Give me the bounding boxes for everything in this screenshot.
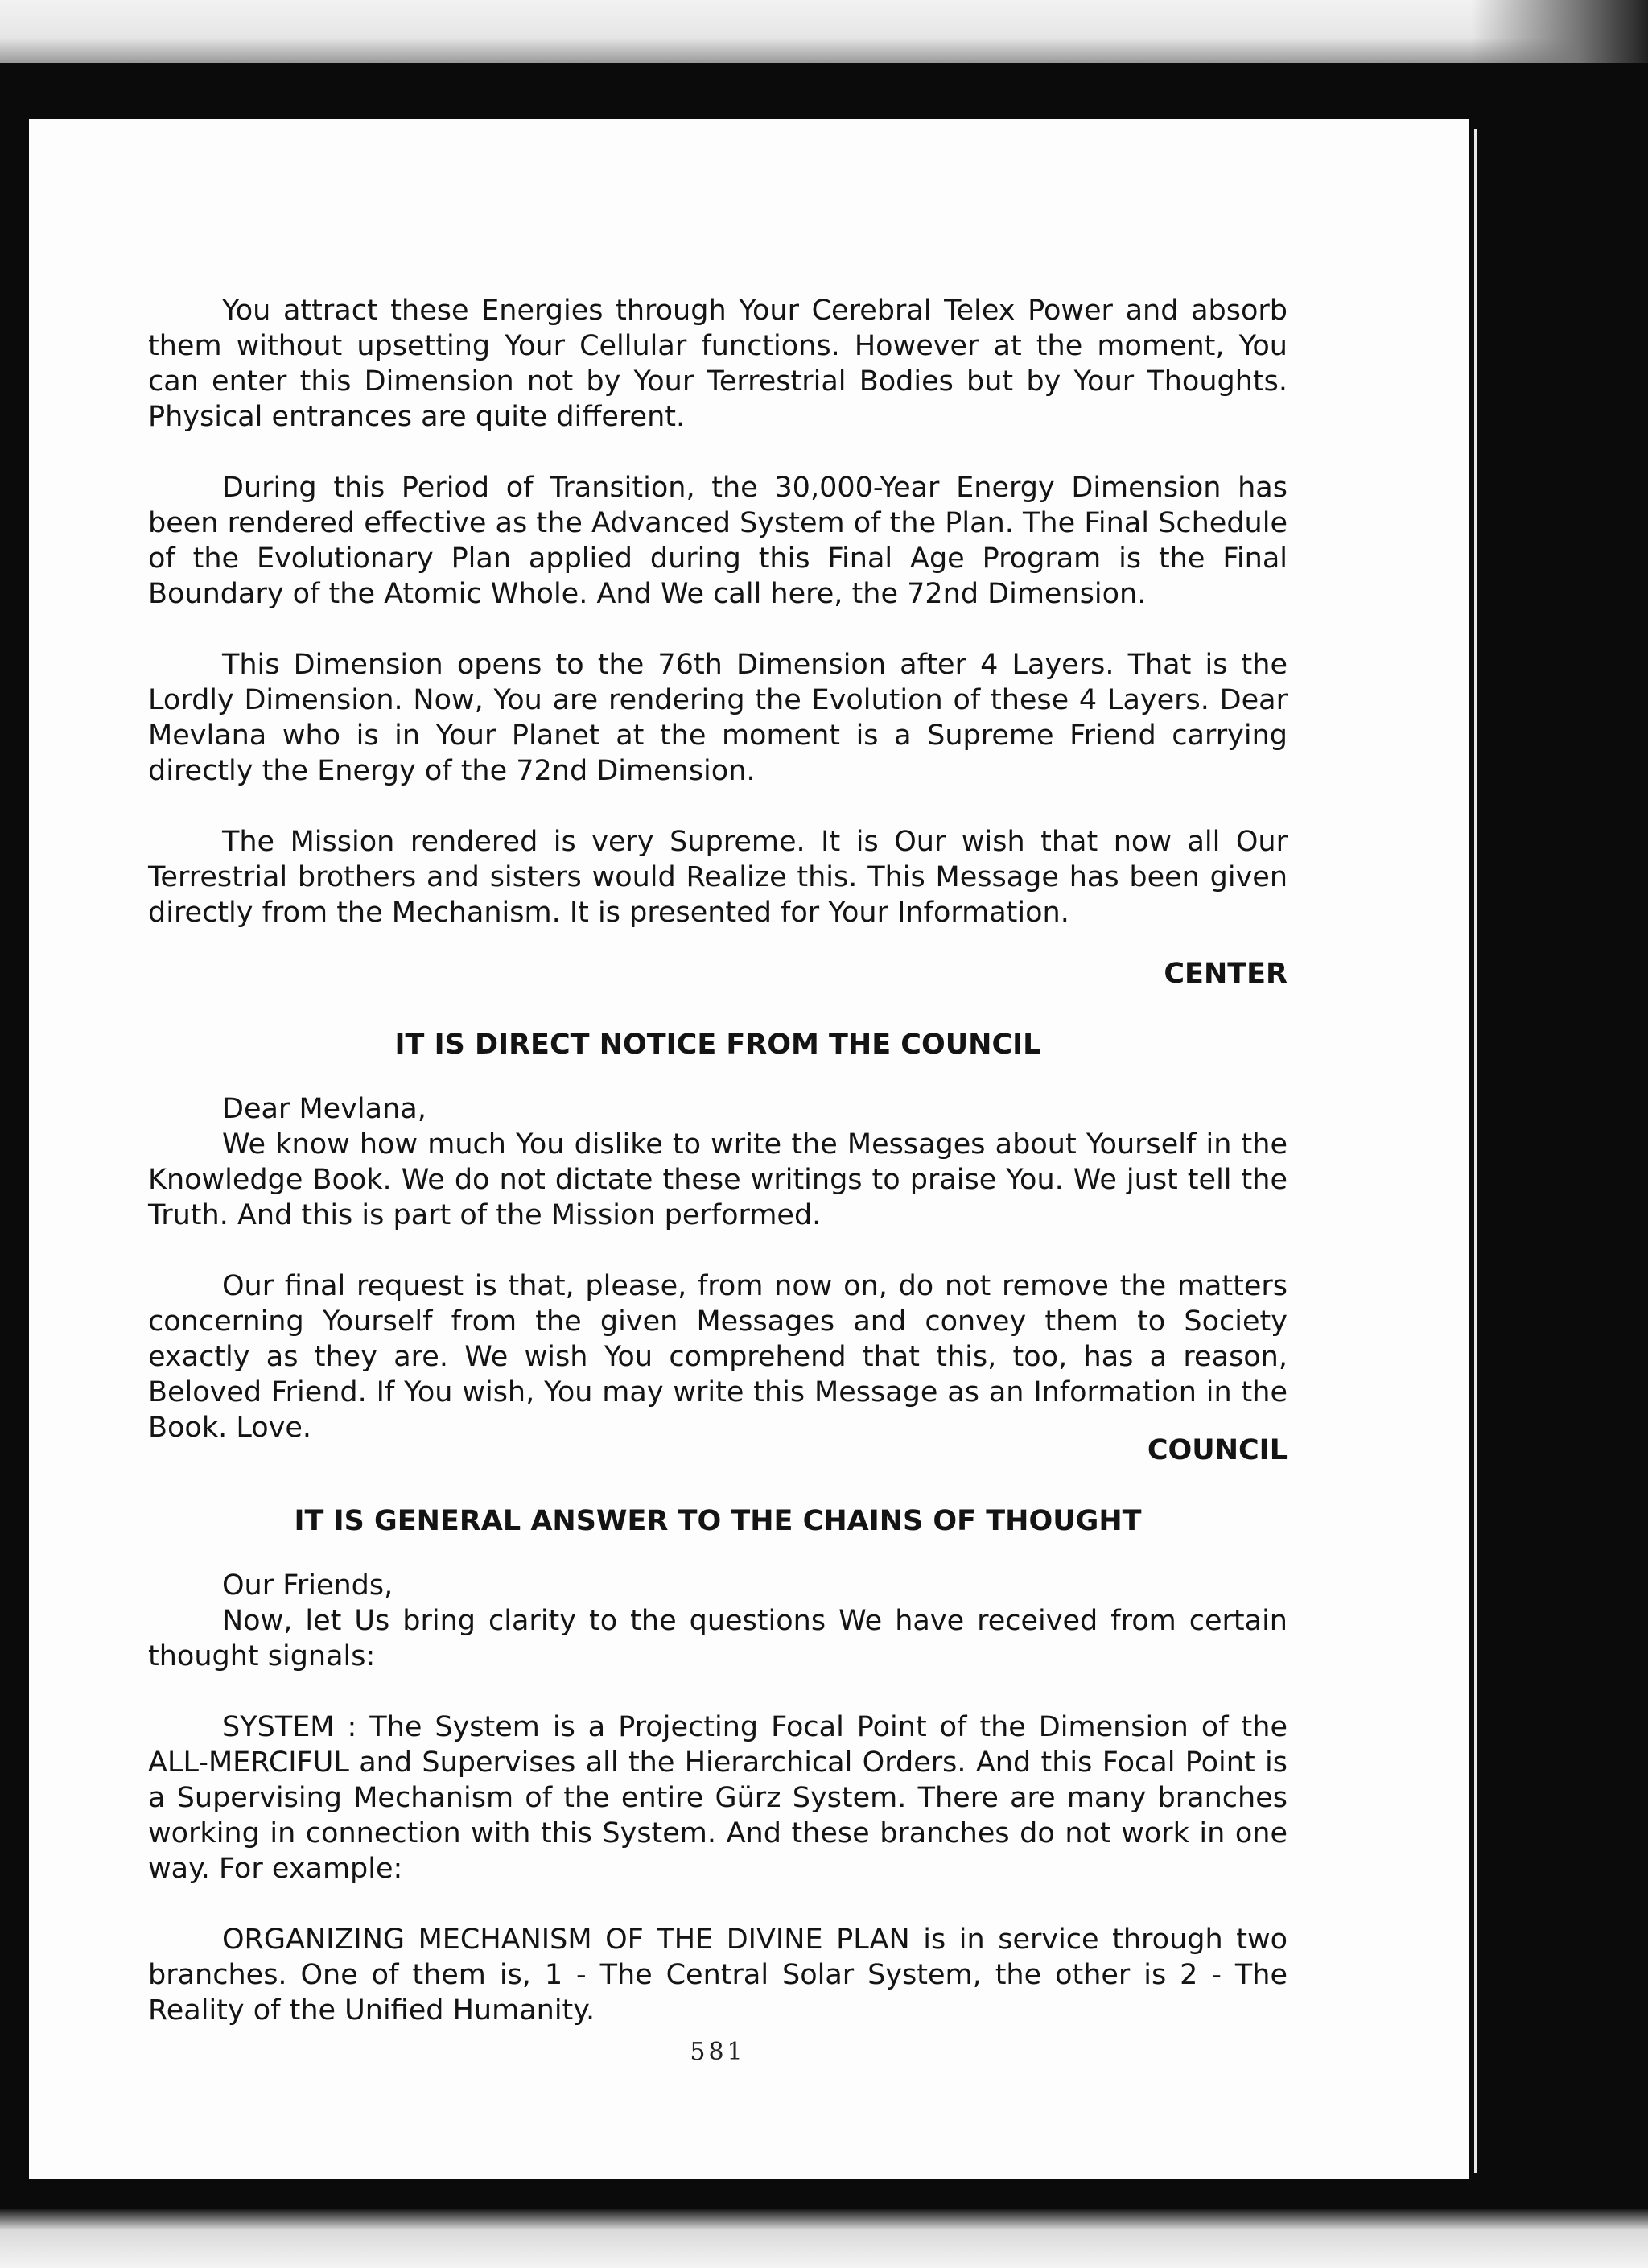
signature-center: CENTER xyxy=(1164,958,1288,990)
scan-corner-shadow xyxy=(1471,0,1648,63)
paragraph: The Mission rendered is very Supreme. It is Our wish that now all Our Terrestrial brothers and sisters would Realize this. This Message has been given directly from the Mechanism. It is presented for Your Information. xyxy=(148,826,1288,929)
section-heading: IT IS DIRECT NOTICE FROM THE COUNCIL xyxy=(394,1029,1041,1061)
signature-council: COUNCIL xyxy=(1147,1434,1288,1466)
section-heading: IT IS GENERAL ANSWER TO THE CHAINS OF THOUGHT xyxy=(294,1505,1142,1537)
section-council-notice xyxy=(148,1091,1288,1445)
page-edge xyxy=(1474,129,1477,2173)
section-general-answer xyxy=(148,1568,1288,2028)
paragraph: Now, let Us bring clarity to the questions We have received from certain thought signals: xyxy=(148,1605,1288,1672)
salutation: Our Friends, xyxy=(222,1569,393,1602)
paragraph: We know how much You dislike to write the Messages about Yourself in the Knowledge Book. We do not dictate these writings to praise You. We just tell the Truth. And this is part of the Mission performed. xyxy=(148,1128,1288,1231)
paragraph: ORGANIZING MECHANISM OF THE DIVINE PLAN is in service through two branches. One of them is, 1 - The Central Solar System, the other is 2 - The Reality of the Unified Humanity. xyxy=(148,1924,1288,2027)
paragraph: During this Period of Transition, the 30,000-Year Energy Dimension has been rendered effective as the Advanced System of the Plan. The Final Schedule of the Evolutionary Plan applied during this Final Age Program is the Final Boundary of the Atomic Whole. And We call here, the 72nd Dimension. xyxy=(148,472,1288,610)
salutation: Dear Mevlana, xyxy=(222,1093,426,1125)
paragraph: SYSTEM : The System is a Projecting Focal Point of the Dimension of the ALL-MERCIFUL and Supervises all the Hierarchical Orders. And this Focal Point is a Supervising Mechanism of the entire Gürz System. There are many branches working in connection with this System. And these branches do not work in one way. For example: xyxy=(148,1711,1288,1885)
page-number: 581 xyxy=(690,2038,746,2066)
paragraph: This Dimension opens to the 76th Dimension after 4 Layers. That is the Lordly Dimension. Now, You are rendering the Evolution of these 4 Layers. Dear Mevlana who is in Your Planet at the moment is a Supreme Friend carrying directly the Energy of the 72nd Dimension. xyxy=(148,649,1288,787)
scan-bottom-margin xyxy=(0,2209,1648,2268)
scan-top-margin xyxy=(0,0,1648,63)
paragraph: You attract these Energies through Your Cerebral Telex Power and absorb them without upsetting Your Cellular functions. However at the moment, You can enter this Dimension not by Your Terrestrial Bodies but by Your Thoughts. Physical entrances are quite different. xyxy=(148,295,1288,433)
section-intro xyxy=(148,293,1288,930)
paragraph: Our final request is that, please, from now on, do not remove the matters concerning Yourself from the given Messages and convey them to Society exactly as they are. We wish You comprehend that this, too, has a reason, Beloved Friend. If You wish, You may write this Message as an Information in the Book. Love. xyxy=(148,1270,1288,1444)
